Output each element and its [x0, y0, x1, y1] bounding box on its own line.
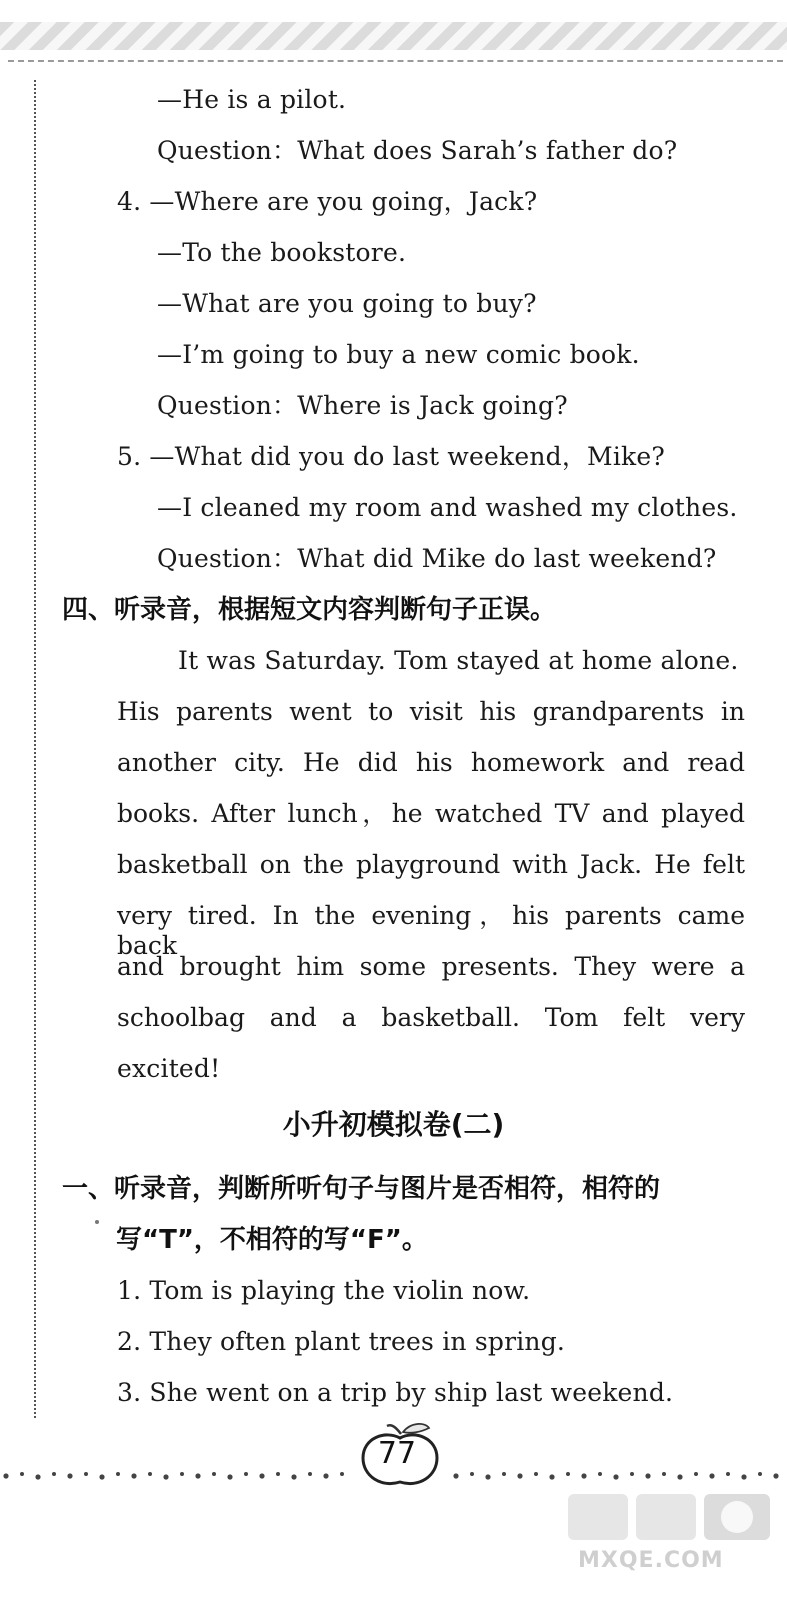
dialogue-4-line-3: —What are you going to buy? [157, 289, 537, 318]
passage-line-5: basketball on the playground with Jack. He felt [117, 850, 745, 879]
top-dashed-divider [8, 60, 783, 62]
dialogue-4-question: Question：Where is Jack going? [157, 391, 568, 420]
top-decorative-band [0, 22, 787, 50]
passage-line-4: books. After lunch，he watched TV and played [117, 799, 745, 828]
section-four-heading: 四、听录音，根据短文内容判断句子正误。 [62, 595, 557, 625]
passage-line-3: another city. He did his homework and read [117, 748, 745, 777]
dialogue-4-line-4: —I’m going to buy a new comic book. [157, 340, 640, 369]
passage-line-7: and brought him some presents. They were a [117, 952, 745, 981]
section-one-heading-line-2: 写“T”，不相符的写“F”。 [116, 1225, 428, 1255]
watermark-url: MXQE.COM [578, 1548, 724, 1573]
passage-line-2: His parents went to visit his grandparents in [117, 697, 745, 726]
section-one-item-1: 1. Tom is playing the violin now. [117, 1276, 531, 1305]
dialogue-4-line-1: 4. —Where are you going，Jack? [117, 187, 538, 216]
section-one-heading-line-1: 一、听录音，判断所听句子与图片是否相符，相符的 [62, 1174, 661, 1204]
dialogue-3-question: Question：What does Sarah’s father do? [157, 136, 678, 165]
passage-line-9: excited! [117, 1054, 221, 1083]
passage-line-1: It was Saturday. Tom stayed at home alone. [178, 646, 739, 675]
section-one-item-2: 2. They often plant trees in spring. [117, 1327, 566, 1356]
mock-exam-title: 小升初模拟卷(二) [282, 1108, 505, 1141]
dialogue-5-question: Question：What did Mike do last weekend? [157, 544, 717, 573]
dialogue-5-line-1: 5. —What did you do last weekend，Mike? [117, 442, 665, 471]
left-margin-rule [34, 80, 36, 1418]
page-number: 77 [377, 1436, 417, 1471]
stray-mark [95, 1220, 99, 1224]
watermark-logo-icon [560, 1490, 780, 1590]
dialogue-3-line-1: —He is a pilot. [157, 85, 347, 114]
passage-line-8: schoolbag and a basketball. Tom felt very [117, 1003, 745, 1032]
section-one-item-3: 3. She went on a trip by ship last weekend. [117, 1378, 674, 1407]
dialogue-4-line-2: —To the bookstore. [157, 238, 407, 267]
dialogue-5-line-2: —I cleaned my room and washed my clothes. [157, 493, 738, 522]
passage-line-6: very tired. In the evening，his parents came back [117, 901, 745, 960]
